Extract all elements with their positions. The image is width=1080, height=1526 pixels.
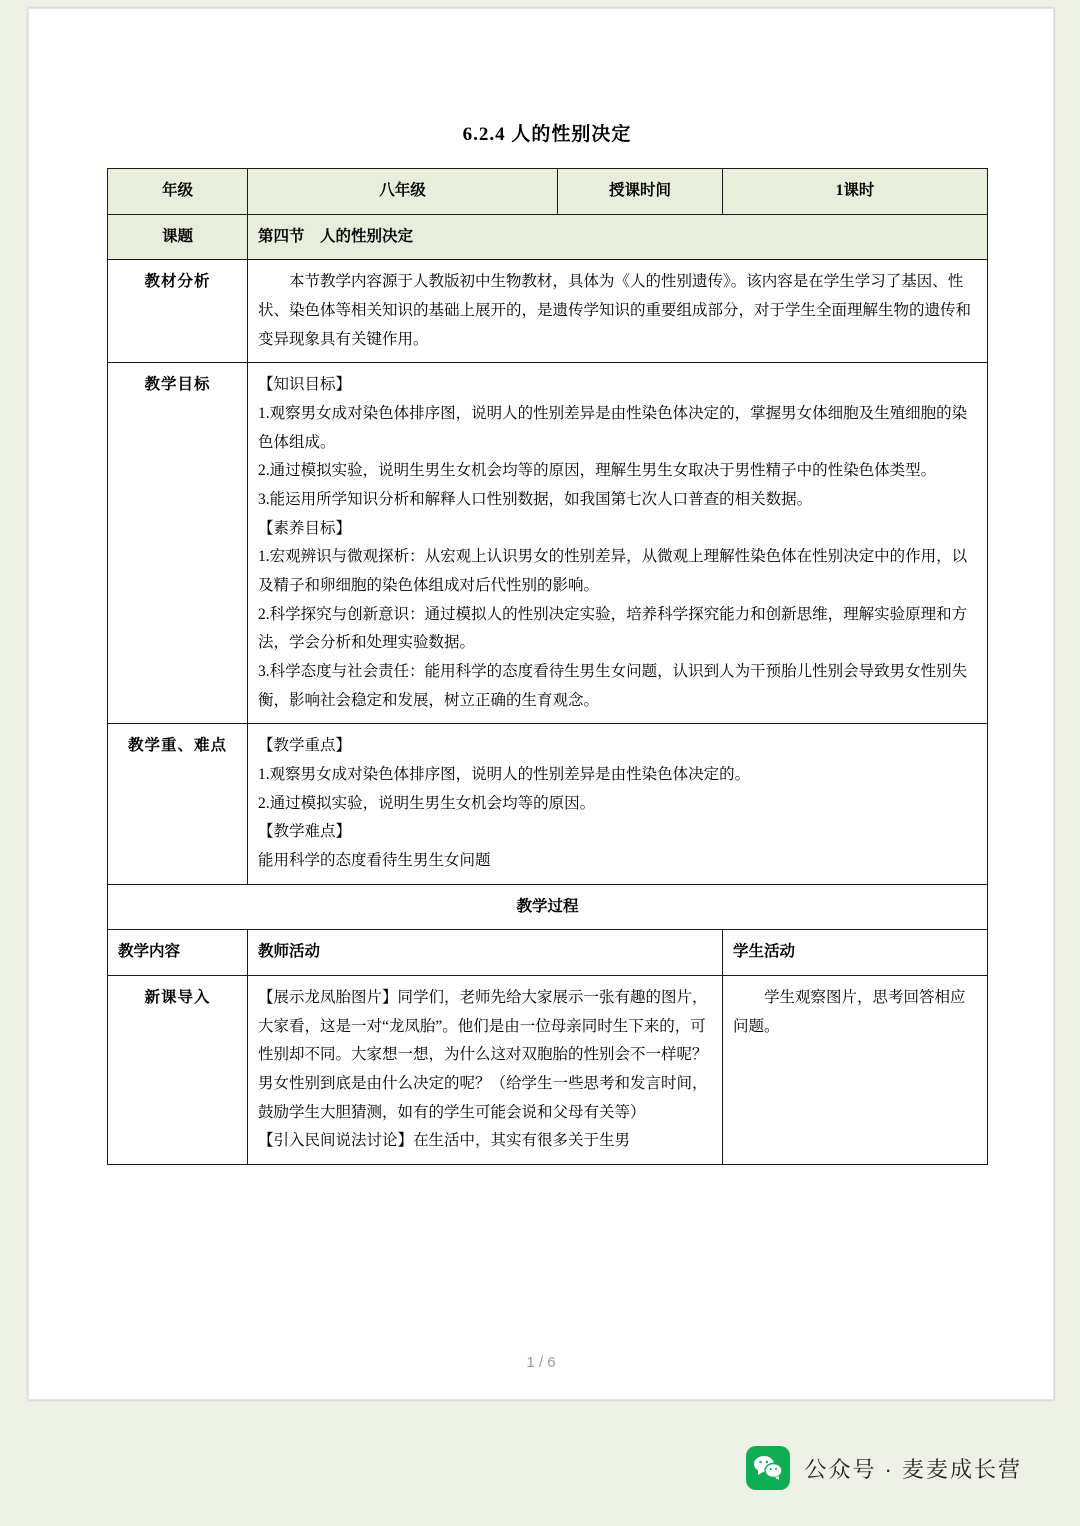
table-row-key-points <box>108 724 988 884</box>
column-header-content: 教学内容 <box>108 930 248 976</box>
intro-label: 新课导入 <box>108 976 248 1165</box>
key-point-item: 1.观察男女成对染色体排序图，说明人的性别差异是由性染色体决定的。 <box>258 766 751 784</box>
intro-teacher-activity <box>248 976 723 1165</box>
footer-brand-text: 公众号 · 麦麦成长营 <box>804 1456 1022 1482</box>
student-activity-text: 学生观察图片，思考回答相应问题。 <box>733 989 966 1035</box>
objectives-body <box>248 363 988 724</box>
literacy-heading: 【素养目标】 <box>258 519 352 537</box>
page-number: 1 / 6 <box>526 1354 556 1371</box>
teacher-paragraph: 【引入民间说法讨论】在生活中，其实有很多关于生男 <box>258 1132 631 1150</box>
table-row-objectives <box>108 363 988 724</box>
topic-label: 课题 <box>108 214 248 260</box>
column-header-teacher: 教师活动 <box>248 930 723 976</box>
material-analysis-body <box>248 260 988 363</box>
teacher-paragraph: 【展示龙凤胎图片】同学们，老师先给大家展示一张有趣的图片，大家看，这是一对“龙凤胎”。他们是由一位母亲同时生下来的，可性别却不同。大家想一想，为什么这对双胞胎的性别会不一样呢？男女性别到底是由什么决定的呢？（给学生一些思考和发言时间，鼓励学生大胆猜测，如有的学生可能会说和父母有关等） <box>258 989 708 1121</box>
table-row-grade <box>108 169 988 215</box>
footer-brand <box>746 1446 1022 1490</box>
column-header-student: 学生活动 <box>723 930 988 976</box>
difficult-point-heading: 【教学难点】 <box>258 823 352 841</box>
grade-value: 八年级 <box>248 169 558 215</box>
topic-value: 第四节 人的性别决定 <box>248 214 988 260</box>
table-row-column-headers <box>108 930 988 976</box>
knowledge-heading: 【知识目标】 <box>258 376 352 394</box>
key-points-body <box>248 724 988 884</box>
page-title: 6.2.4 人的性别决定 <box>462 124 632 145</box>
literacy-item: 3.科学态度与社会责任：能用科学的态度看待生男生女问题，认识到人为干预胎儿性别会导致男女性别失衡，影响社会稳定和发展，树立正确的生育观念。 <box>258 663 968 709</box>
key-points-label: 教学重、难点 <box>108 724 248 884</box>
class-time-label: 授课时间 <box>558 169 723 215</box>
knowledge-item: 1.观察男女成对染色体排序图，说明人的性别差异是由性染色体决定的，掌握男女体细胞及生殖细胞的染色体组成。 <box>258 405 968 451</box>
class-time-value: 1课时 <box>723 169 988 215</box>
table-row-process-band <box>108 884 988 930</box>
table-row-topic <box>108 214 988 260</box>
page-content <box>107 119 987 1165</box>
wechat-icon <box>746 1446 790 1490</box>
key-point-heading: 【教学重点】 <box>258 737 352 755</box>
material-analysis-text: 本节教学内容源于人教版初中生物教材，具体为《人的性别遗传》。该内容是在学生学习了基因、性状、染色体等相关知识的基础上展开的，是遗传学知识的重要组成部分，对于学生全面理解生物的遗传和变异现象具有关键作用。 <box>258 273 972 348</box>
knowledge-item: 3.能运用所学知识分析和解释人口性别数据，如我国第七次人口普查的相关数据。 <box>258 491 813 509</box>
table-row-material-analysis <box>108 260 988 363</box>
table-row-intro <box>108 976 988 1165</box>
objectives-label: 教学目标 <box>108 363 248 724</box>
grade-label: 年级 <box>108 169 248 215</box>
footer-bar <box>0 1406 1080 1526</box>
lesson-plan-table <box>107 168 988 1165</box>
literacy-item: 2.科学探究与创新意识：通过模拟人的性别决定实验，培养科学探究能力和创新思维，理解实验原理和方法，学会分析和处理实验数据。 <box>258 605 968 652</box>
material-analysis-label: 教材分析 <box>108 260 248 363</box>
knowledge-item: 2.通过模拟实验，说明生男生女机会均等的原因，理解生男生女取决于男性精子中的性染色体类型。 <box>258 462 937 480</box>
literacy-item: 1.宏观辨识与微观探析：从宏观上认识男女的性别差异，从微观上理解性染色体在性别决定中的作用，以及精子和卵细胞的染色体组成对后代性别的影响。 <box>258 548 968 595</box>
process-band-label: 教学过程 <box>108 884 988 930</box>
difficult-point-item: 能用科学的态度看待生男生女问题 <box>258 852 491 870</box>
intro-student-activity <box>723 976 988 1165</box>
document-page <box>28 8 1054 1400</box>
key-point-item: 2.通过模拟实验，说明生男生女机会均等的原因。 <box>258 794 596 812</box>
